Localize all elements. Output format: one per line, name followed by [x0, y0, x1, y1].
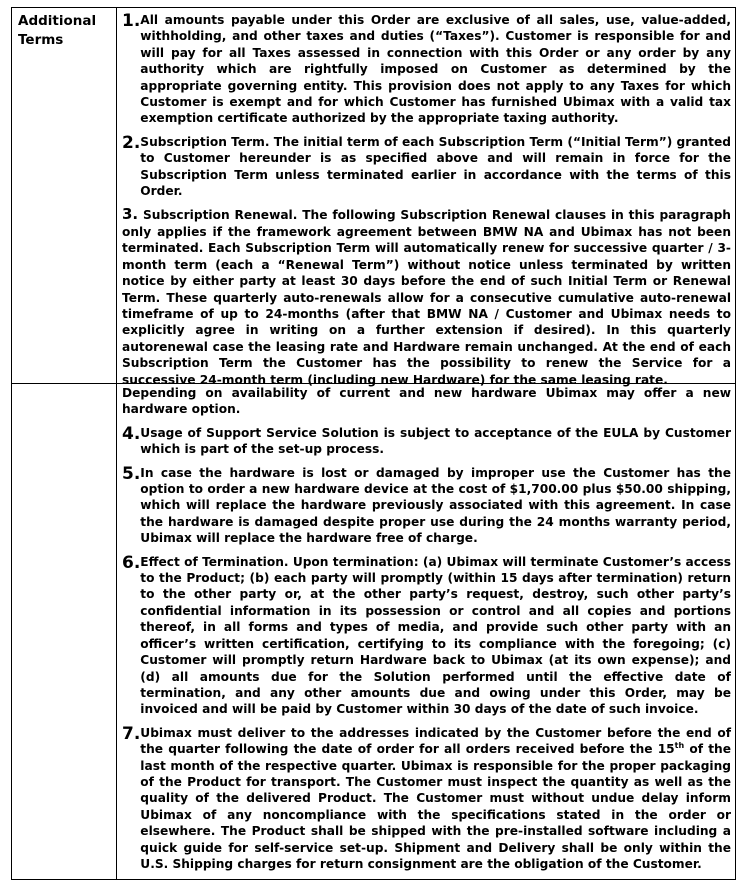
- column-divider: [116, 8, 117, 879]
- additional-terms-table: [11, 7, 736, 880]
- terms-cell-top: [122, 12, 731, 388]
- row-label: Additional Terms: [18, 13, 97, 48]
- term-item-5: [122, 465, 731, 547]
- term-text: Effect of Termination. Upon termination: (a) Ubimax will terminate Customer’s access to the Product; (b) each party will promptly (within 15 days after termination) return to the other party or, at the other party’s request, destroy, such other party’s confidential information in its possession or control and all copies and portions thereof, in all forms and types of media, and provide such other party with an officer’s written certification, certifying to its compliance with the foregoing; (c) Customer will promptly return Hardware back to Ubimax (at its own expense); and (d) all amounts due for the Solution performed until the effective date of termination, and any other amounts due and owing under this Order, may be invoiced and will be paid by Customer within 30 days of the date of such invoice.: [140, 554, 731, 717]
- term-text: In case the hardware is lost or damaged by improper use the Customer has the option to order a new hardware device at the cost of $1,700.00 plus $50.00 shipping, which will replace the hardware previously associated with this agreement. In case the hardware is damaged despite proper use during the 24 months warranty period, Ubimax will replace the hardware free of charge.: [140, 465, 731, 546]
- term-number: 2.: [122, 132, 141, 153]
- term-item-2: [122, 134, 731, 200]
- term-text: All amounts payable under this Order are exclusive of all sales, use, value-added, withholding, and other taxes and duties (“Taxes”). Customer is responsible for and will pay for all Taxes assessed in connection with this Order or any order by any authority which are rightfully imposed on Customer as determined by the appropriate governing entity. This provision does not apply to any Taxes for which Customer is exempt and for which Customer has furnished Ubimax with a valid tax exemption certificate authorized by the appropriate taxing authority.: [140, 13, 731, 126]
- term-item-6: [122, 554, 731, 718]
- term-item-7: [122, 725, 731, 873]
- term-number: 1.: [122, 11, 141, 31]
- term-number: 3.: [122, 205, 139, 224]
- term-text-part-a: Ubimax must deliver to the addresses indicated by the Customer before the end of the quarter following the date of order for all orders received before the 15: [140, 725, 731, 757]
- term-item-1: [122, 12, 731, 127]
- term-text-part-b: of the last month of the respective quarter. Ubimax is responsible for the proper packaging of the Product for transport. The Customer must inspect the quantity as well as the quality of the delivered Product. The Customer must without undue delay inform Ubimax of any noncompliance with the specifications stated in the order or elsewhere. The Product shall be shipped with the pre-installed software including a quick guide for self-service set-up. Shipment and Delivery shall be only within the U.S. Shipping charges for return consignment are the obligation of the Customer.: [140, 742, 731, 871]
- term-number: 5.: [122, 463, 141, 484]
- ordinal-suffix: th: [674, 741, 685, 751]
- term-item-4: [122, 425, 731, 458]
- term-text: Usage of Support Service Solution is subject to acceptance of the EULA by Customer which is part of the set-up process.: [140, 425, 731, 457]
- term-number: 7.: [122, 723, 141, 744]
- term-text: [140, 725, 731, 873]
- term-text: Subscription Term. The initial term of each Subscription Term (“Initial Term”) granted to Customer hereunder is as specified above and will remain in force for the Subscription Term unless terminated earlier in accordance with the terms of this Order.: [140, 134, 731, 199]
- term-number: 4.: [122, 423, 141, 444]
- term-number: 6.: [122, 552, 141, 573]
- term-item-3-continuation: Depending on availability of current and new hardware Ubimax may offer a new hardware option.: [122, 386, 731, 417]
- terms-cell-bottom: [122, 385, 731, 879]
- term-text: Subscription Renewal. The following Subscription Renewal clauses in this paragraph only applies if the framework agreement between BMW NA and Ubimax has not been terminated. Each Subscription Term will automatically renew for successive quarter / 3-month term (each a “Renewal Term”) without notice unless terminated by written notice by either party at least 30 days before the end of such Initial Term or Renewal Term. These quarterly auto-renewals allow for a consecutive cumulative auto-renewal timeframe of up to 24-months (after that BMW NA / Customer and Ubimax needs to explicitly agree in writing on a further extension if desired). In this quarterly autorenewal case the leasing rate and Hardware remain unchanged. At the end of each Subscription Term the Customer has the possibility to renew the Service for a successive 24-month term (including new Hardware) for the same leasing rate.: [122, 208, 731, 387]
- term-item-3: [122, 206, 731, 387]
